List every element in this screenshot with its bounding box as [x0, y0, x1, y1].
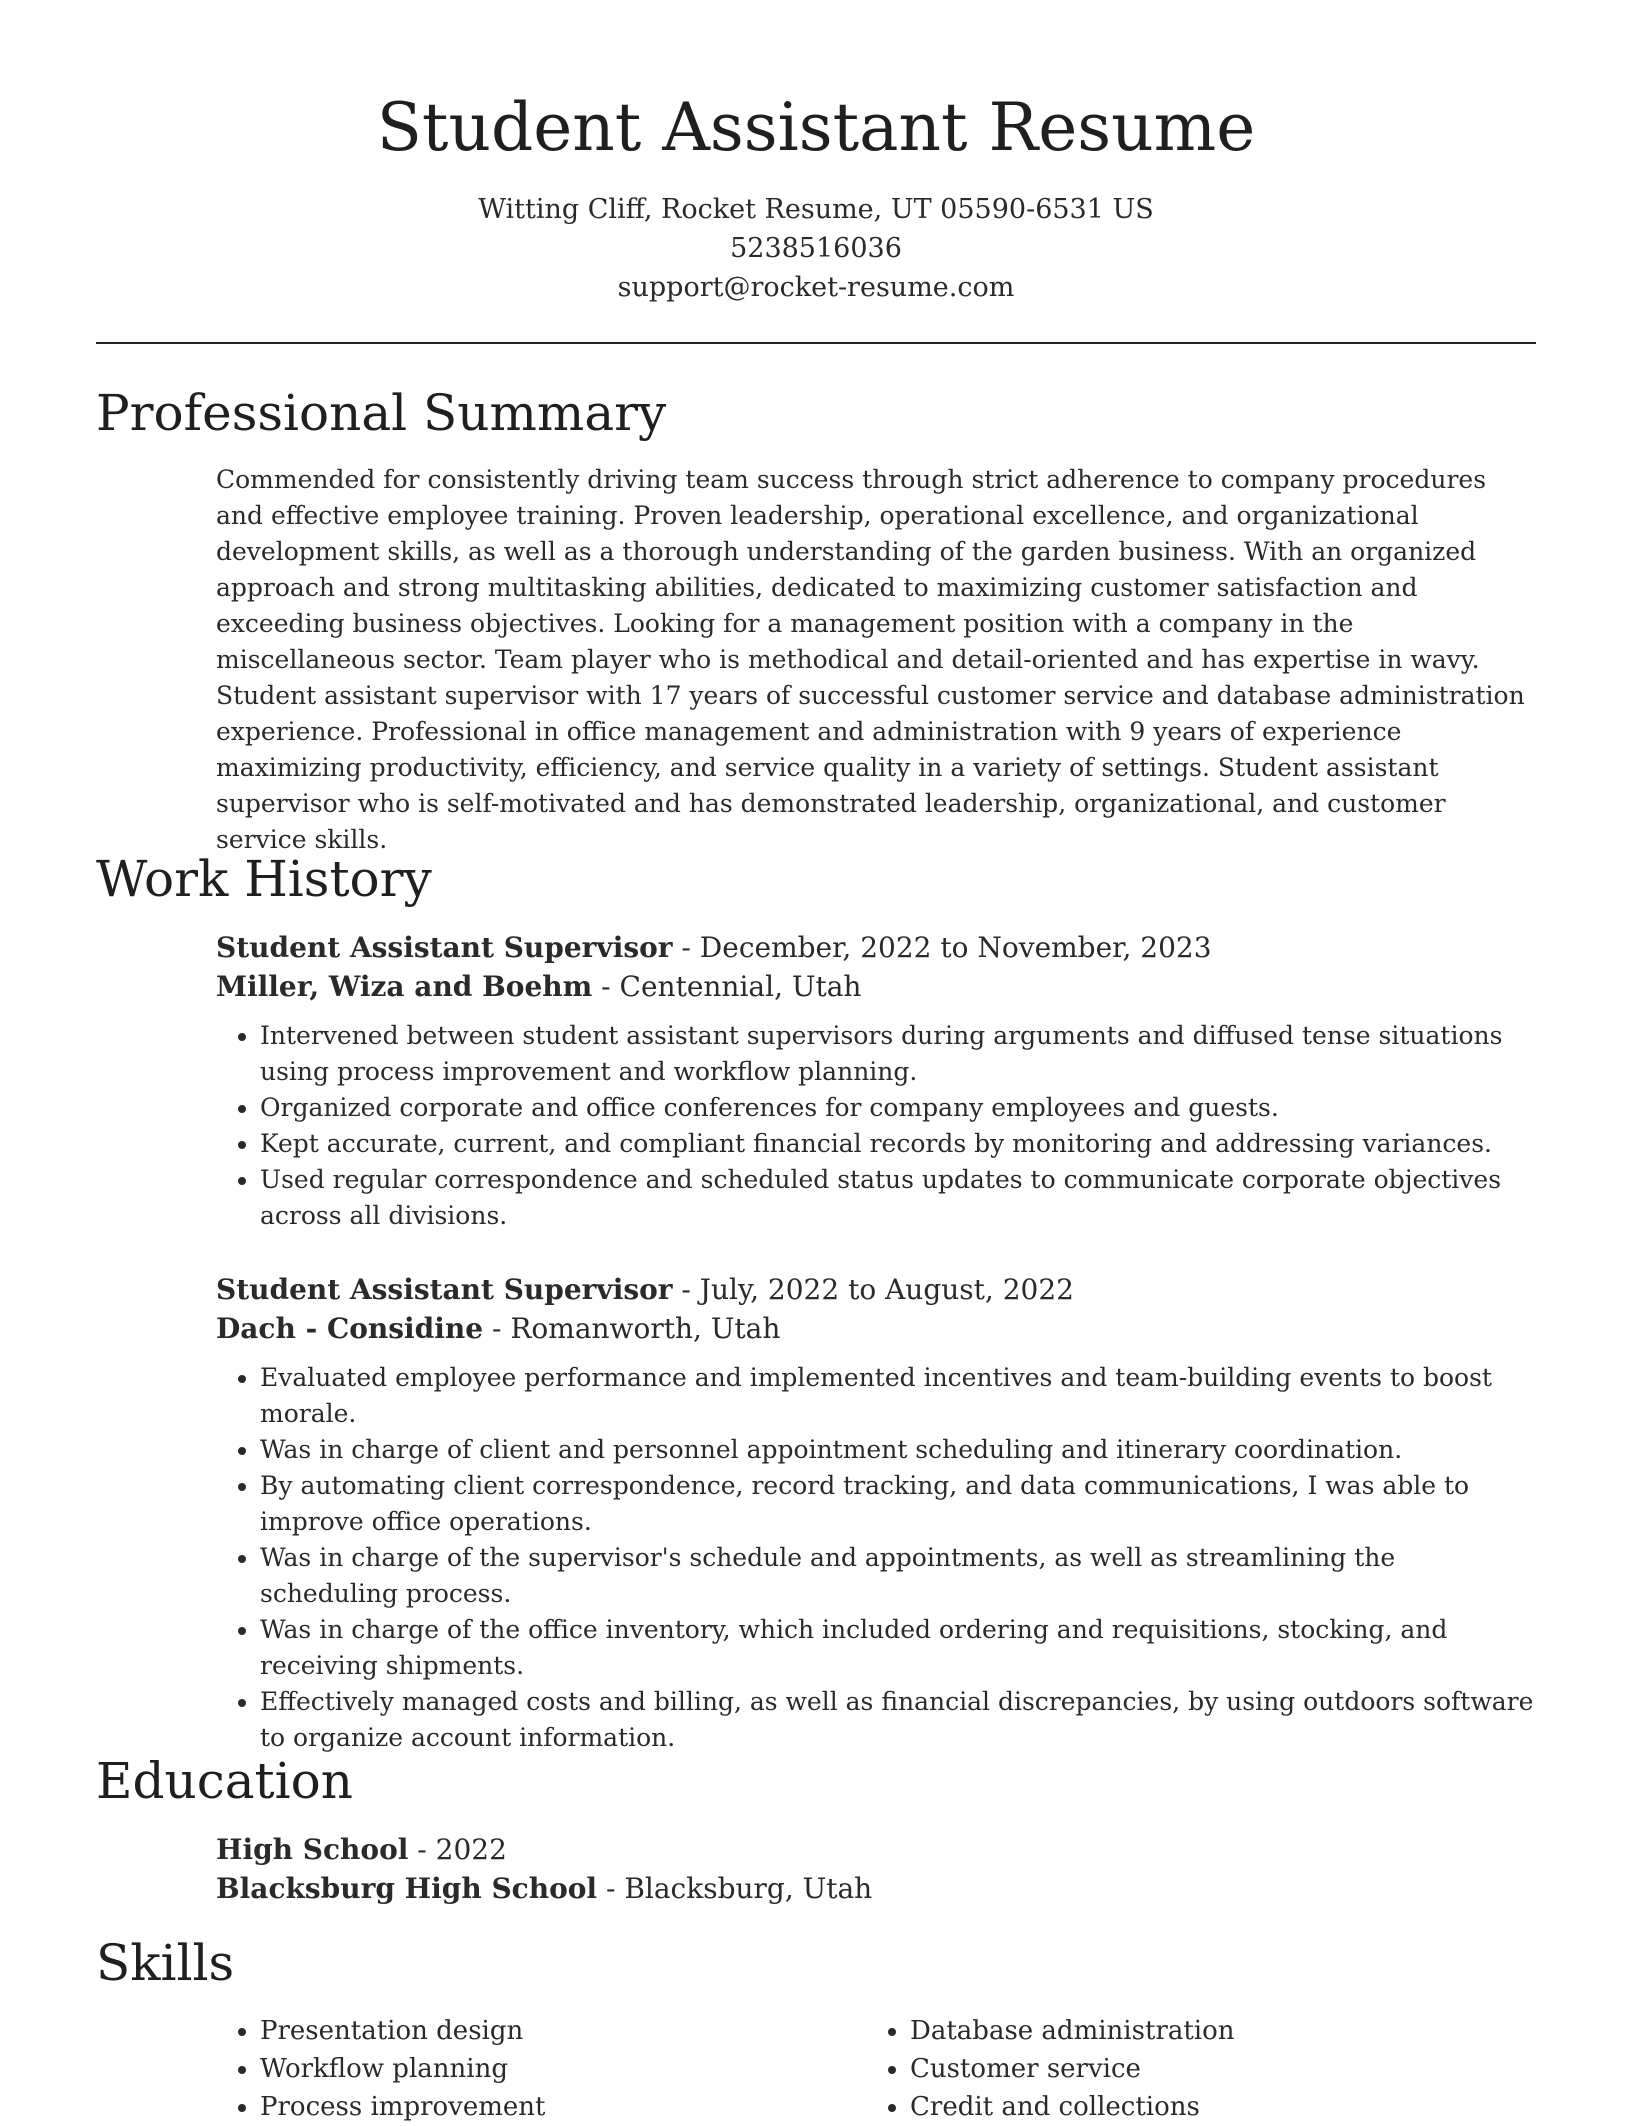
- job-company-line: [216, 967, 1536, 1006]
- job-dates: - December, 2022 to November, 2023: [672, 931, 1212, 964]
- job-bullet: • Was in charge of the supervisor's schedule and appointments, as well as streamlining the scheduling process.: [260, 1540, 1536, 1612]
- job-location: - Centennial, Utah: [592, 970, 862, 1003]
- job-bullets: [216, 1018, 1536, 1234]
- job-bullet: • Effectively managed costs and billing, as well as financial discrepancies, by using outdoors software to organize account information.: [260, 1684, 1536, 1756]
- resume-header: [96, 78, 1536, 307]
- summary-text: Commended for consistently driving team success through strict adherence to company procedures and effective employee training. Proven leadership, operational excellence, and organizational development skills, as well as a thorough understanding of the garden business. With an organized approach and strong multitasking abilities, dedicated to maximizing customer satisfaction and exceeding business objectives. Looking for a management position with a company in the miscellaneous sector. Team player who is methodical and detail-oriented and has expertise in wavy. Student assistant supervisor with 17 years of successful customer service and database administration experience. Professional in office management and administration with 9 years of experience maximizing productivity, efficiency, and service quality in a variety of settings. Student assistant supervisor who is self-motivated and has demonstrated leadership, organizational, and customer service skills.: [216, 465, 1525, 854]
- skill-item: • Presentation design: [260, 2012, 816, 2050]
- education-degree: High School: [216, 1833, 409, 1866]
- job-position: Student Assistant Supervisor: [216, 931, 673, 964]
- education-school-line: [216, 1869, 1536, 1908]
- skill-item: • Workflow planning: [260, 2050, 816, 2088]
- job-entry: [216, 1270, 1536, 1756]
- job-dates: - July, 2022 to August, 2022: [672, 1273, 1074, 1306]
- skill-item: • Database administration: [910, 2012, 1466, 2050]
- job-bullet: • Evaluated employee performance and implemented incentives and team-building events to boost morale.: [260, 1360, 1536, 1432]
- summary-section: [216, 462, 1536, 858]
- skills-column-right: [866, 2012, 1466, 2126]
- skill-item: • Process improvement: [260, 2088, 816, 2126]
- job-bullet: • Used regular correspondence and scheduled status updates to communicate corporate objectives across all divisions.: [260, 1162, 1536, 1234]
- section-title-education: Education: [96, 1752, 353, 1810]
- contact-address: Witting Cliff, Rocket Resume, UT 05590-6531 US: [478, 194, 1154, 225]
- education-school: Blacksburg High School: [216, 1872, 598, 1905]
- resume-name: Student Assistant Resume: [376, 89, 1256, 166]
- section-title-skills: Skills: [96, 1934, 235, 1992]
- job-bullet: • Organized corporate and office conferences for company employees and guests.: [260, 1090, 1536, 1126]
- job-position: Student Assistant Supervisor: [216, 1273, 673, 1306]
- skills-list: [866, 2012, 1466, 2126]
- education-year: - 2022: [408, 1833, 507, 1866]
- job-location: - Romanworth, Utah: [483, 1312, 781, 1345]
- contact-phone: 5238516036: [730, 233, 902, 264]
- job-bullet: • By automating client correspondence, record tracking, and data communications, I was able to improve office operations.: [260, 1468, 1536, 1540]
- education-entry: [216, 1830, 1536, 1908]
- education-location: - Blacksburg, Utah: [597, 1872, 873, 1905]
- contact-email: support@rocket-resume.com: [617, 272, 1015, 303]
- section-title-work: Work History: [96, 850, 432, 908]
- job-bullet: • Was in charge of client and personnel appointment scheduling and itinerary coordination.: [260, 1432, 1536, 1468]
- section-title-summary: Professional Summary: [96, 384, 667, 442]
- job-entry: [216, 928, 1536, 1234]
- job-bullet: • Intervened between student assistant supervisors during arguments and diffused tense situations using process improvement and workflow planning.: [260, 1018, 1536, 1090]
- skills-column-left: [216, 2012, 816, 2126]
- job-bullets: [216, 1360, 1536, 1756]
- job-bullet: • Was in charge of the office inventory, which included ordering and requisitions, stocking, and receiving shipments.: [260, 1612, 1536, 1684]
- job-title-line: [216, 928, 1536, 967]
- job-bullet: • Kept accurate, current, and compliant financial records by monitoring and addressing variances.: [260, 1126, 1536, 1162]
- job-company: Dach - Considine: [216, 1312, 484, 1345]
- skill-item: • Credit and collections: [910, 2088, 1466, 2126]
- job-company-line: [216, 1309, 1536, 1348]
- contact-block: [96, 190, 1536, 307]
- skills-list: [216, 2012, 816, 2126]
- job-company: Miller, Wiza and Boehm: [216, 970, 593, 1003]
- education-degree-line: [216, 1830, 1536, 1869]
- skill-item: • Customer service: [910, 2050, 1466, 2088]
- job-title-line: [216, 1270, 1536, 1309]
- header-divider: [96, 342, 1536, 344]
